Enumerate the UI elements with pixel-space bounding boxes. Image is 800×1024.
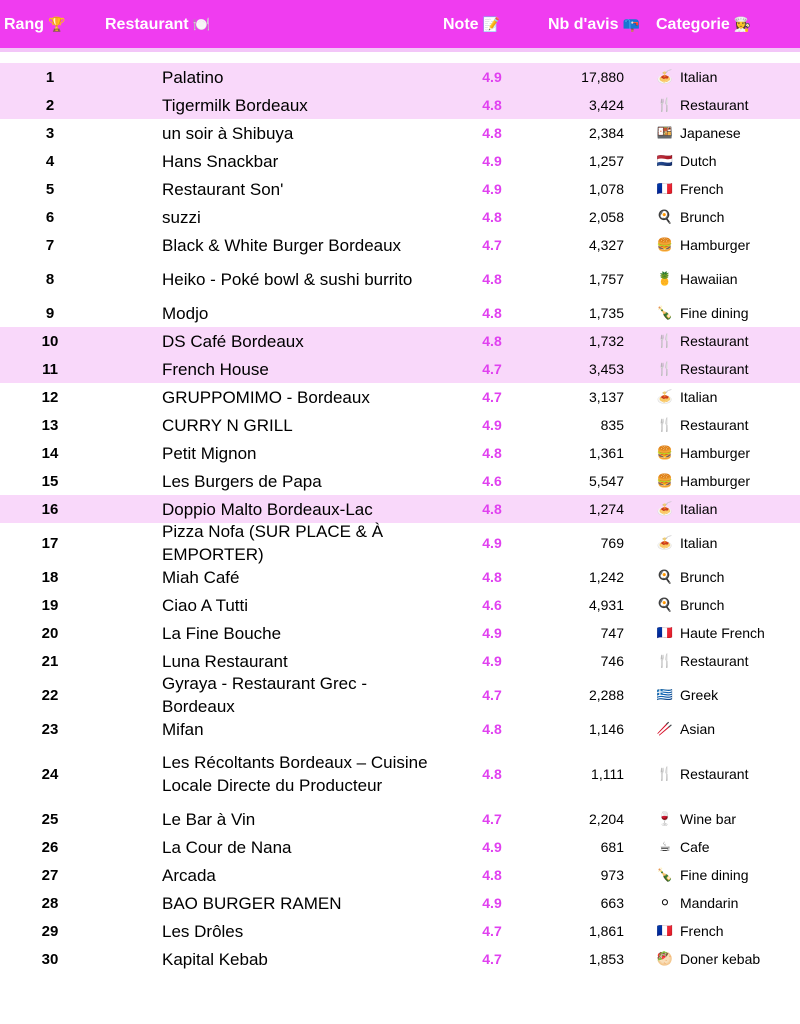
restaurant-name: Restaurant Son' xyxy=(162,179,284,199)
header-rang-label: Rang xyxy=(4,16,44,33)
restaurant-name: Les Drôles xyxy=(162,921,244,941)
category-icon: 🍝 xyxy=(656,501,674,516)
table-row[interactable] xyxy=(0,175,800,203)
category-icon: ☕ xyxy=(659,839,671,854)
category-cell xyxy=(655,439,800,467)
category-icon: 🇫🇷 xyxy=(656,181,674,196)
category-label: Restaurant xyxy=(680,766,749,782)
restaurant-name: DS Café Bordeaux xyxy=(162,331,304,351)
category-cell xyxy=(655,259,800,299)
category-icon: 🍴 xyxy=(656,97,674,112)
rank-cell: 24 xyxy=(41,765,59,783)
category-cell xyxy=(655,647,800,675)
category-label: Cafe xyxy=(680,839,710,855)
rank-cell: 16 xyxy=(41,500,59,518)
rating-value: 4.8 xyxy=(482,209,502,225)
header-rang[interactable] xyxy=(4,0,65,48)
restaurant-name: Luna Restaurant xyxy=(162,651,288,671)
review-count: 1,111 xyxy=(591,766,624,782)
rating-value: 4.8 xyxy=(482,501,502,517)
chef-icon: 👩‍🍳 xyxy=(733,16,752,32)
restaurant-name: Heiko - Poké bowl & sushi burrito xyxy=(162,269,413,289)
category-label: Hamburger xyxy=(680,445,751,461)
rating-value: 4.9 xyxy=(482,653,502,669)
review-count: 1,274 xyxy=(588,501,624,517)
rank-cell: 5 xyxy=(45,180,55,198)
category-label: Hamburger xyxy=(680,237,751,253)
restaurant-name: Palatino xyxy=(162,67,224,87)
rank-cell: 22 xyxy=(41,686,59,704)
restaurant-name: BAO BURGER RAMEN xyxy=(162,893,342,913)
category-cell xyxy=(655,945,800,973)
rating-value: 4.8 xyxy=(482,97,502,113)
header-note-label: Note xyxy=(443,16,479,33)
table-row[interactable] xyxy=(0,917,800,945)
restaurant-name: Le Bar à Vin xyxy=(162,809,256,829)
category-label: Italian xyxy=(680,69,718,85)
rating-value: 4.7 xyxy=(482,687,502,703)
table-row[interactable] xyxy=(0,231,800,259)
table-row[interactable] xyxy=(0,327,800,355)
category-cell xyxy=(655,327,800,355)
review-count: 1,735 xyxy=(588,305,624,321)
mailbox-icon: 📪 xyxy=(622,16,640,32)
category-cell xyxy=(655,91,800,119)
category-cell xyxy=(655,675,800,715)
category-cell xyxy=(655,833,800,861)
category-icon: 🍴 xyxy=(656,417,674,432)
table-row[interactable] xyxy=(0,147,800,175)
category-label: Italian xyxy=(680,501,718,517)
category-cell xyxy=(655,119,800,147)
category-label: Asian xyxy=(680,721,716,737)
category-label: Restaurant xyxy=(680,417,749,433)
rating-value: 4.9 xyxy=(482,535,502,551)
rating-value: 4.7 xyxy=(482,361,502,377)
restaurant-name: Pizza Nofa (SUR PLACE & À EMPORTER) xyxy=(162,522,384,564)
category-cell xyxy=(655,355,800,383)
category-label: Mandarin xyxy=(680,895,739,911)
table-row[interactable] xyxy=(0,743,800,805)
table-row[interactable] xyxy=(0,523,800,563)
restaurant-name: Petit Mignon xyxy=(162,443,257,463)
table-row[interactable] xyxy=(0,805,800,833)
category-label: Italian xyxy=(680,389,718,405)
category-cell xyxy=(655,743,800,805)
category-label: Brunch xyxy=(680,569,725,585)
rating-value: 4.7 xyxy=(482,389,502,405)
table-row[interactable] xyxy=(0,861,800,889)
review-count: 1,146 xyxy=(588,721,624,737)
category-icon: 🍝 xyxy=(656,535,674,550)
rank-cell: 7 xyxy=(45,236,55,254)
category-label: Dutch xyxy=(680,153,717,169)
category-icon: 🍔 xyxy=(656,473,674,488)
table-row[interactable] xyxy=(0,715,800,743)
rank-cell: 23 xyxy=(41,720,59,738)
category-icon: 🇬🇷 xyxy=(656,687,674,702)
category-cell xyxy=(655,175,800,203)
table-row[interactable] xyxy=(0,203,800,231)
category-label: Wine bar xyxy=(680,811,737,827)
header-categorie-label: Categorie xyxy=(656,16,730,33)
category-icon: 🍍 xyxy=(656,271,674,286)
review-count: 4,327 xyxy=(588,237,624,253)
restaurant-name: Mifan xyxy=(162,719,204,739)
rank-cell: 10 xyxy=(41,332,59,350)
rank-cell: 3 xyxy=(45,124,55,142)
header-avis-label: Nb d'avis xyxy=(548,16,619,33)
category-cell xyxy=(655,383,800,411)
category-cell xyxy=(655,467,800,495)
rating-value: 4.7 xyxy=(482,923,502,939)
category-label: Italian xyxy=(680,535,718,551)
rank-cell: 11 xyxy=(42,360,58,378)
category-icon: 🍾 xyxy=(656,867,674,882)
rank-cell: 12 xyxy=(41,388,59,406)
rating-value: 4.9 xyxy=(482,69,502,85)
category-label: Haute French xyxy=(680,625,765,641)
rank-cell: 30 xyxy=(41,950,59,968)
category-cell xyxy=(655,563,800,591)
table-row[interactable] xyxy=(0,889,800,917)
review-count: 747 xyxy=(600,625,624,641)
category-icon: 🍾 xyxy=(656,305,674,320)
restaurant-name: Les Burgers de Papa xyxy=(162,471,322,491)
category-icon: 🇳🇱 xyxy=(656,153,674,168)
rating-value: 4.7 xyxy=(482,811,502,827)
category-icon: 🍔 xyxy=(656,237,674,252)
header-restaurant-label: Restaurant xyxy=(105,16,189,33)
table-row[interactable] xyxy=(0,91,800,119)
category-label: Doner kebab xyxy=(680,951,761,967)
category-cell xyxy=(655,917,800,945)
rating-value: 4.6 xyxy=(482,597,502,613)
rank-cell: 21 xyxy=(41,652,59,670)
category-cell xyxy=(655,203,800,231)
rank-cell: 18 xyxy=(41,568,59,586)
header-restaurant[interactable] xyxy=(105,0,210,48)
restaurant-name: Arcada xyxy=(162,865,216,885)
rating-value: 4.7 xyxy=(482,237,502,253)
category-cell xyxy=(655,411,800,439)
review-count: 1,853 xyxy=(588,951,624,967)
restaurant-name: un soir à Shibuya xyxy=(162,123,294,143)
rank-cell: 4 xyxy=(45,152,55,170)
review-count: 769 xyxy=(600,535,624,551)
category-icon: 🍴 xyxy=(656,766,674,781)
review-count: 746 xyxy=(600,653,624,669)
restaurant-name: GRUPPOMIMO - Bordeaux xyxy=(162,387,370,407)
category-icon: ⚪ xyxy=(659,895,671,910)
rating-value: 4.8 xyxy=(482,569,502,585)
rank-cell: 1 xyxy=(45,68,55,86)
table-row[interactable] xyxy=(0,63,800,91)
category-cell xyxy=(655,231,800,259)
rank-cell: 27 xyxy=(41,866,59,884)
review-count: 3,137 xyxy=(588,389,624,405)
rank-cell: 2 xyxy=(45,96,55,114)
table-row[interactable] xyxy=(0,299,800,327)
category-icon: 🍝 xyxy=(656,389,674,404)
table-row[interactable] xyxy=(0,647,800,675)
rating-value: 4.9 xyxy=(482,895,502,911)
rank-cell: 6 xyxy=(45,208,55,226)
review-count: 1,361 xyxy=(588,445,624,461)
category-label: Restaurant xyxy=(680,361,749,377)
review-count: 2,288 xyxy=(588,687,624,703)
restaurant-name: Les Récoltants Bordeaux – Cuisine Locale Directe du Producteur xyxy=(162,753,428,795)
rating-value: 4.9 xyxy=(482,839,502,855)
table-row[interactable] xyxy=(0,355,800,383)
rank-cell: 17 xyxy=(41,534,59,552)
table-row[interactable] xyxy=(0,675,800,715)
rating-value: 4.7 xyxy=(482,951,502,967)
category-cell xyxy=(655,715,800,743)
restaurant-name: Tigermilk Bordeaux xyxy=(162,95,308,115)
category-icon: 🍳 xyxy=(656,569,674,584)
category-label: Restaurant xyxy=(680,333,749,349)
rank-cell: 15 xyxy=(41,472,59,490)
category-icon: 🍴 xyxy=(656,333,674,348)
category-icon: 🍷 xyxy=(656,811,674,826)
rating-value: 4.8 xyxy=(482,766,502,782)
table-header xyxy=(0,0,800,52)
category-label: Hamburger xyxy=(680,473,751,489)
category-icon: 🍱 xyxy=(656,125,674,140)
table-row[interactable] xyxy=(0,833,800,861)
category-cell xyxy=(655,523,800,563)
category-icon: 🥢 xyxy=(656,721,674,736)
rating-value: 4.8 xyxy=(482,305,502,321)
review-count: 2,204 xyxy=(588,811,624,827)
category-cell xyxy=(655,889,800,917)
table-row[interactable] xyxy=(0,411,800,439)
table-row[interactable] xyxy=(0,119,800,147)
rank-cell: 13 xyxy=(41,416,59,434)
restaurant-name: Modjo xyxy=(162,303,209,323)
category-icon: 🥙 xyxy=(656,951,674,966)
restaurant-name: CURRY N GRILL xyxy=(162,415,293,435)
rating-value: 4.8 xyxy=(482,867,502,883)
category-label: Greek xyxy=(680,687,719,703)
review-count: 1,732 xyxy=(588,333,624,349)
header-categorie[interactable] xyxy=(656,0,751,48)
review-count: 681 xyxy=(600,839,624,855)
category-icon: 🇫🇷 xyxy=(656,923,674,938)
table-row[interactable] xyxy=(0,945,800,973)
header-avis[interactable] xyxy=(548,0,640,48)
review-count: 1,078 xyxy=(588,181,624,197)
rating-value: 4.8 xyxy=(482,125,502,141)
table-row[interactable] xyxy=(0,439,800,467)
memo-icon: 📝 xyxy=(482,16,500,32)
review-count: 2,058 xyxy=(588,209,624,225)
review-count: 17,880 xyxy=(581,69,624,85)
rating-value: 4.8 xyxy=(482,721,502,737)
table-row[interactable] xyxy=(0,563,800,591)
table-row[interactable] xyxy=(0,467,800,495)
table-row[interactable] xyxy=(0,619,800,647)
restaurant-name: La Fine Bouche xyxy=(162,623,282,643)
category-cell xyxy=(655,805,800,833)
restaurant-name: La Cour de Nana xyxy=(162,837,292,857)
restaurant-name: Black & White Burger Bordeaux xyxy=(162,235,402,255)
category-label: French xyxy=(680,181,724,197)
review-count: 3,424 xyxy=(588,97,624,113)
review-count: 2,384 xyxy=(588,125,624,141)
rating-value: 4.9 xyxy=(482,181,502,197)
category-label: Restaurant xyxy=(680,97,749,113)
category-label: Japanese xyxy=(680,125,741,141)
review-count: 1,757 xyxy=(588,271,624,287)
rating-value: 4.8 xyxy=(482,333,502,349)
rank-cell: 26 xyxy=(41,838,59,856)
restaurant-name: Hans Snackbar xyxy=(162,151,279,171)
restaurant-name: suzzi xyxy=(162,207,201,227)
category-label: Fine dining xyxy=(680,305,749,321)
review-count: 1,242 xyxy=(588,569,624,585)
category-label: Fine dining xyxy=(680,867,749,883)
category-cell xyxy=(655,63,800,91)
plate-icon: 🍽️ xyxy=(192,16,211,32)
category-icon: 🍳 xyxy=(656,597,674,612)
category-icon: 🍳 xyxy=(656,209,674,224)
category-icon: 🍔 xyxy=(656,445,674,460)
header-note[interactable] xyxy=(443,0,500,48)
category-cell xyxy=(655,147,800,175)
category-icon: 🍴 xyxy=(656,653,674,668)
review-count: 973 xyxy=(600,867,624,883)
restaurant-name: Gyraya - Restaurant Grec - Bordeaux xyxy=(162,674,368,716)
category-label: French xyxy=(680,923,724,939)
category-icon: 🇫🇷 xyxy=(656,625,674,640)
rating-value: 4.9 xyxy=(482,625,502,641)
restaurant-name: French House xyxy=(162,359,269,379)
category-label: Restaurant xyxy=(680,653,749,669)
rank-cell: 20 xyxy=(41,624,59,642)
category-cell xyxy=(655,861,800,889)
rank-cell: 8 xyxy=(45,270,55,288)
table-row[interactable] xyxy=(0,383,800,411)
restaurant-name: Ciao A Tutti xyxy=(162,595,248,615)
trophy-icon: 🏆 xyxy=(48,16,66,32)
review-count: 4,931 xyxy=(588,597,624,613)
review-count: 1,861 xyxy=(588,923,624,939)
category-label: Brunch xyxy=(680,209,725,225)
restaurant-name: Miah Café xyxy=(162,567,240,587)
category-cell xyxy=(655,591,800,619)
review-count: 5,547 xyxy=(588,473,624,489)
category-label: Hawaiian xyxy=(680,271,738,287)
review-count: 835 xyxy=(600,417,624,433)
rating-value: 4.9 xyxy=(482,417,502,433)
rank-cell: 19 xyxy=(41,596,59,614)
rating-value: 4.8 xyxy=(482,445,502,461)
rating-value: 4.6 xyxy=(482,473,502,489)
rank-cell: 14 xyxy=(41,444,59,462)
table-body xyxy=(0,63,800,973)
rank-cell: 9 xyxy=(45,304,55,322)
restaurant-name: Kapital Kebab xyxy=(162,949,268,969)
review-count: 663 xyxy=(600,895,624,911)
rating-value: 4.9 xyxy=(482,153,502,169)
category-cell xyxy=(655,619,800,647)
rank-cell: 25 xyxy=(41,810,59,828)
table-row[interactable] xyxy=(0,591,800,619)
category-label: Brunch xyxy=(680,597,725,613)
category-icon: 🍴 xyxy=(656,361,674,376)
table-row[interactable] xyxy=(0,495,800,523)
rank-cell: 28 xyxy=(41,894,59,912)
rating-value: 4.8 xyxy=(482,271,502,287)
review-count: 1,257 xyxy=(588,153,624,169)
rank-cell: 29 xyxy=(41,922,59,940)
category-icon: 🍝 xyxy=(656,69,674,84)
category-cell xyxy=(655,299,800,327)
restaurant-name: Doppio Malto Bordeaux-Lac xyxy=(162,499,373,519)
category-cell xyxy=(655,495,800,523)
review-count: 3,453 xyxy=(588,361,624,377)
table-row[interactable] xyxy=(0,259,800,299)
